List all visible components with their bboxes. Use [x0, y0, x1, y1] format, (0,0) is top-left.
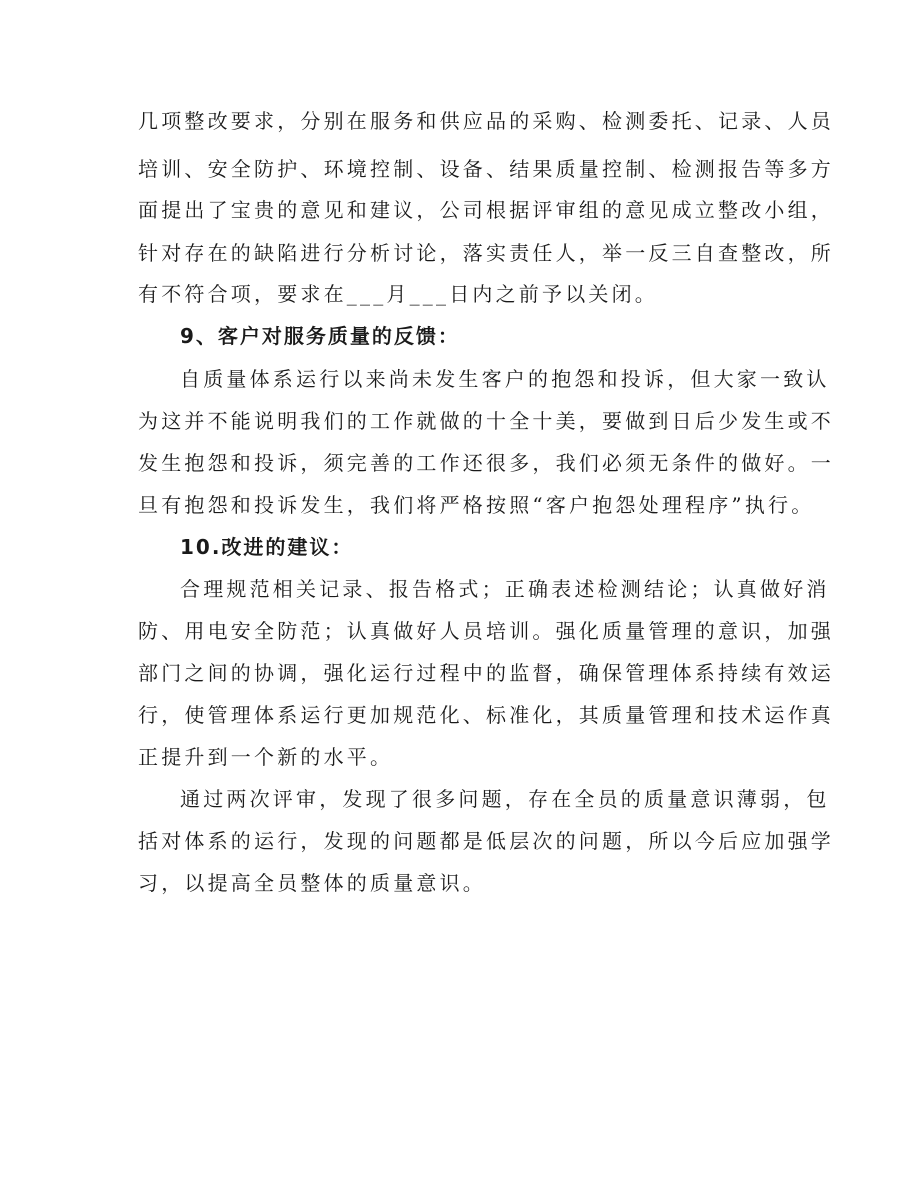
paragraph-line: 面提出了宝贵的意见和建议，公司根据评审组的意见成立整改小组， — [138, 198, 834, 222]
paragraph-line: 发生抱怨和投诉，须完善的工作还很多，我们必须无条件的做好。一 — [138, 451, 834, 475]
paragraph-line: 为这并不能说明我们的工作就做的十全十美，要做到日后少发生或不 — [138, 409, 834, 433]
section-10-heading: 10.改进的建议： — [180, 535, 354, 559]
paragraph-line: 防、用电安全防范；认真做好人员培训。强化质量管理的意识，加强 — [138, 619, 834, 643]
section-9-heading: 9、客户对服务质量的反馈： — [180, 324, 460, 348]
paragraph-line: 自质量体系运行以来尚未发生客户的抱怨和投诉，但大家一致认 — [180, 367, 830, 391]
paragraph-line: 旦有抱怨和投诉发生，我们将严格按照“客户抱怨处理程序”执行。 — [138, 493, 815, 517]
paragraph-line: 行，使管理体系运行更加规范化、标准化，其质量管理和技术运作真 — [138, 703, 834, 727]
paragraph-line: 习，以提高全员整体的质量意识。 — [138, 871, 486, 895]
paragraph-line: 几项整改要求，分别在服务和供应品的采购、检测委托、记录、人员 — [138, 109, 834, 133]
paragraph-line: 针对存在的缺陷进行分析讨论，落实责任人，举一反三自查整改，所 — [138, 241, 834, 265]
paragraph-line: 部门之间的协调，强化运行过程中的监督，确保管理体系持续有效运 — [138, 661, 834, 685]
paragraph-line: 正提升到一个新的水平。 — [138, 745, 394, 769]
paragraph-line: 培训、安全防护、环境控制、设备、结果质量控制、检测报告等多方 — [138, 157, 834, 181]
paragraph-line: 通过两次评审，发现了很多问题，存在全员的质量意识薄弱，包 — [180, 787, 830, 811]
paragraph-line: 合理规范相关记录、报告格式；正确表述检测结论；认真做好消 — [180, 577, 830, 601]
paragraph-line: 有不符合项，要求在___月___日内之前予以关闭。 — [138, 282, 658, 306]
paragraph-line: 括对体系的运行，发现的问题都是低层次的问题，所以今后应加强学 — [138, 829, 834, 853]
